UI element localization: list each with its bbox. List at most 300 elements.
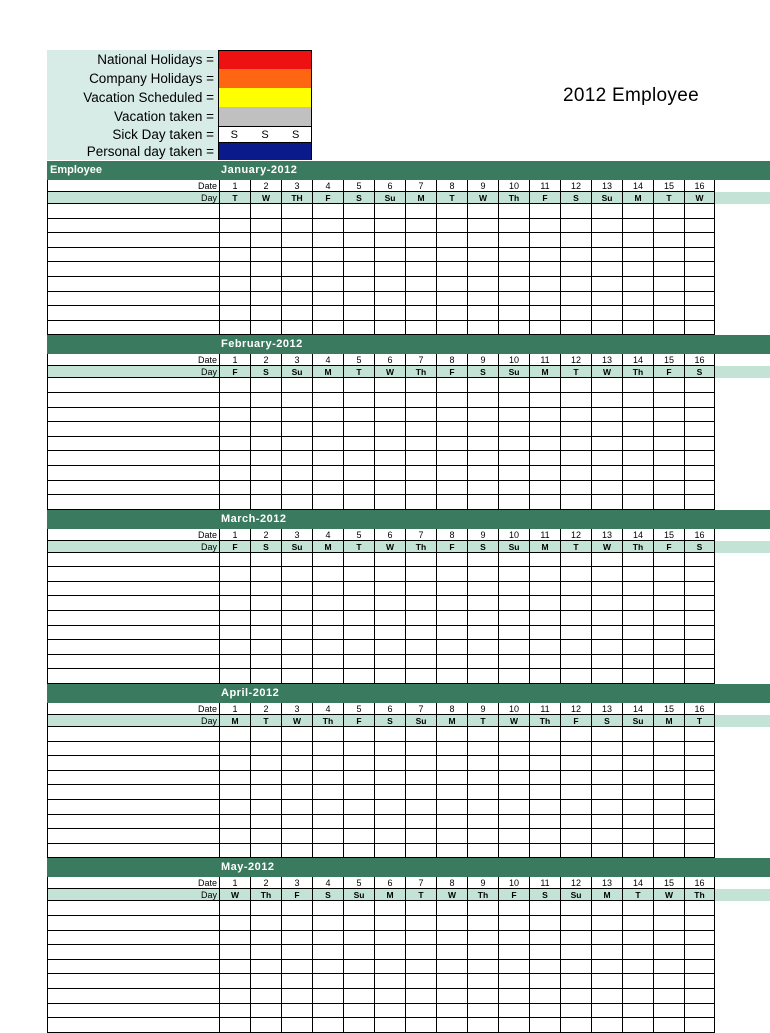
attendance-cell[interactable] bbox=[343, 960, 374, 975]
attendance-cell[interactable] bbox=[250, 756, 281, 771]
attendance-cell[interactable] bbox=[281, 1018, 312, 1033]
attendance-cell[interactable] bbox=[560, 829, 591, 844]
attendance-cell[interactable] bbox=[498, 233, 529, 248]
attendance-cell[interactable] bbox=[436, 466, 467, 481]
attendance-cell[interactable] bbox=[374, 495, 405, 510]
attendance-cell[interactable] bbox=[312, 669, 343, 684]
attendance-cell[interactable] bbox=[498, 466, 529, 481]
attendance-cell[interactable] bbox=[436, 422, 467, 437]
attendance-cell[interactable] bbox=[343, 567, 374, 582]
attendance-cell[interactable] bbox=[281, 931, 312, 946]
attendance-cell[interactable] bbox=[591, 292, 622, 307]
attendance-cell[interactable] bbox=[622, 989, 653, 1004]
attendance-cell[interactable] bbox=[622, 596, 653, 611]
attendance-cell[interactable] bbox=[529, 960, 560, 975]
attendance-cell[interactable] bbox=[591, 626, 622, 641]
attendance-cell[interactable] bbox=[653, 771, 684, 786]
attendance-cell[interactable] bbox=[653, 292, 684, 307]
attendance-cell[interactable] bbox=[343, 844, 374, 859]
attendance-cell[interactable] bbox=[560, 553, 591, 568]
attendance-cell[interactable] bbox=[281, 466, 312, 481]
attendance-cell[interactable] bbox=[591, 931, 622, 946]
attendance-cell[interactable] bbox=[467, 742, 498, 757]
attendance-cell[interactable] bbox=[436, 233, 467, 248]
attendance-cell[interactable] bbox=[312, 611, 343, 626]
attendance-cell[interactable] bbox=[622, 437, 653, 452]
attendance-cell[interactable] bbox=[405, 422, 436, 437]
attendance-cell[interactable] bbox=[622, 800, 653, 815]
attendance-cell[interactable] bbox=[343, 495, 374, 510]
attendance-cell[interactable] bbox=[281, 756, 312, 771]
attendance-cell[interactable] bbox=[560, 292, 591, 307]
attendance-cell[interactable] bbox=[622, 248, 653, 263]
attendance-cell[interactable] bbox=[529, 626, 560, 641]
attendance-cell[interactable] bbox=[653, 844, 684, 859]
attendance-cell[interactable] bbox=[281, 321, 312, 336]
attendance-cell[interactable] bbox=[498, 277, 529, 292]
attendance-cell[interactable] bbox=[498, 321, 529, 336]
attendance-cell[interactable] bbox=[436, 292, 467, 307]
attendance-cell[interactable] bbox=[312, 378, 343, 393]
attendance-cell[interactable] bbox=[343, 582, 374, 597]
attendance-cell[interactable] bbox=[467, 655, 498, 670]
attendance-cell[interactable] bbox=[281, 771, 312, 786]
attendance-cell[interactable] bbox=[622, 844, 653, 859]
attendance-cell[interactable] bbox=[312, 960, 343, 975]
attendance-cell[interactable] bbox=[653, 596, 684, 611]
employee-name-cell[interactable] bbox=[47, 262, 219, 277]
attendance-cell[interactable] bbox=[250, 655, 281, 670]
attendance-cell[interactable] bbox=[312, 481, 343, 496]
attendance-cell[interactable] bbox=[374, 829, 405, 844]
attendance-cell[interactable] bbox=[560, 815, 591, 830]
employee-name-cell[interactable] bbox=[47, 393, 219, 408]
attendance-cell[interactable] bbox=[622, 481, 653, 496]
attendance-cell[interactable] bbox=[343, 306, 374, 321]
attendance-cell[interactable] bbox=[591, 815, 622, 830]
attendance-cell[interactable] bbox=[436, 408, 467, 423]
attendance-cell[interactable] bbox=[591, 785, 622, 800]
attendance-cell[interactable] bbox=[560, 611, 591, 626]
attendance-cell[interactable] bbox=[591, 481, 622, 496]
attendance-cell[interactable] bbox=[436, 219, 467, 234]
attendance-cell[interactable] bbox=[343, 669, 374, 684]
attendance-cell[interactable] bbox=[622, 408, 653, 423]
attendance-cell[interactable] bbox=[467, 815, 498, 830]
attendance-cell[interactable] bbox=[529, 785, 560, 800]
attendance-cell[interactable] bbox=[343, 262, 374, 277]
attendance-cell[interactable] bbox=[653, 974, 684, 989]
attendance-cell[interactable] bbox=[560, 756, 591, 771]
attendance-cell[interactable] bbox=[591, 916, 622, 931]
attendance-cell[interactable] bbox=[622, 901, 653, 916]
attendance-cell[interactable] bbox=[684, 408, 715, 423]
attendance-cell[interactable] bbox=[653, 437, 684, 452]
attendance-cell[interactable] bbox=[219, 437, 250, 452]
attendance-cell[interactable] bbox=[250, 481, 281, 496]
attendance-cell[interactable] bbox=[374, 262, 405, 277]
attendance-cell[interactable] bbox=[529, 553, 560, 568]
attendance-cell[interactable] bbox=[405, 640, 436, 655]
attendance-cell[interactable] bbox=[436, 437, 467, 452]
attendance-cell[interactable] bbox=[250, 829, 281, 844]
attendance-cell[interactable] bbox=[560, 800, 591, 815]
attendance-cell[interactable] bbox=[374, 974, 405, 989]
attendance-cell[interactable] bbox=[498, 611, 529, 626]
attendance-cell[interactable] bbox=[467, 727, 498, 742]
attendance-cell[interactable] bbox=[529, 815, 560, 830]
attendance-cell[interactable] bbox=[684, 451, 715, 466]
attendance-cell[interactable] bbox=[622, 742, 653, 757]
attendance-cell[interactable] bbox=[436, 901, 467, 916]
attendance-cell[interactable] bbox=[343, 596, 374, 611]
attendance-cell[interactable] bbox=[219, 306, 250, 321]
attendance-cell[interactable] bbox=[653, 785, 684, 800]
employee-name-cell[interactable] bbox=[47, 916, 219, 931]
attendance-cell[interactable] bbox=[498, 829, 529, 844]
attendance-cell[interactable] bbox=[405, 495, 436, 510]
employee-name-cell[interactable] bbox=[47, 437, 219, 452]
attendance-cell[interactable] bbox=[560, 306, 591, 321]
attendance-cell[interactable] bbox=[498, 815, 529, 830]
attendance-cell[interactable] bbox=[467, 756, 498, 771]
attendance-cell[interactable] bbox=[529, 596, 560, 611]
attendance-cell[interactable] bbox=[560, 262, 591, 277]
attendance-cell[interactable] bbox=[374, 451, 405, 466]
attendance-cell[interactable] bbox=[467, 408, 498, 423]
attendance-cell[interactable] bbox=[405, 742, 436, 757]
employee-name-cell[interactable] bbox=[47, 829, 219, 844]
attendance-cell[interactable] bbox=[529, 829, 560, 844]
attendance-cell[interactable] bbox=[343, 277, 374, 292]
employee-name-cell[interactable] bbox=[47, 321, 219, 336]
attendance-cell[interactable] bbox=[312, 844, 343, 859]
attendance-cell[interactable] bbox=[312, 437, 343, 452]
attendance-cell[interactable] bbox=[374, 582, 405, 597]
employee-name-cell[interactable] bbox=[47, 742, 219, 757]
attendance-cell[interactable] bbox=[405, 1004, 436, 1019]
attendance-cell[interactable] bbox=[622, 495, 653, 510]
employee-name-cell[interactable] bbox=[47, 844, 219, 859]
attendance-cell[interactable] bbox=[653, 481, 684, 496]
attendance-cell[interactable] bbox=[219, 553, 250, 568]
attendance-cell[interactable] bbox=[622, 655, 653, 670]
attendance-cell[interactable] bbox=[343, 466, 374, 481]
employee-name-cell[interactable] bbox=[47, 800, 219, 815]
attendance-cell[interactable] bbox=[498, 989, 529, 1004]
attendance-cell[interactable] bbox=[529, 771, 560, 786]
attendance-cell[interactable] bbox=[622, 1004, 653, 1019]
attendance-cell[interactable] bbox=[250, 931, 281, 946]
attendance-cell[interactable] bbox=[467, 945, 498, 960]
attendance-cell[interactable] bbox=[653, 829, 684, 844]
attendance-cell[interactable] bbox=[343, 640, 374, 655]
employee-name-cell[interactable] bbox=[47, 815, 219, 830]
attendance-cell[interactable] bbox=[467, 844, 498, 859]
attendance-cell[interactable] bbox=[343, 931, 374, 946]
attendance-cell[interactable] bbox=[622, 1018, 653, 1033]
attendance-cell[interactable] bbox=[653, 408, 684, 423]
attendance-cell[interactable] bbox=[281, 306, 312, 321]
attendance-cell[interactable] bbox=[312, 204, 343, 219]
attendance-cell[interactable] bbox=[560, 669, 591, 684]
attendance-cell[interactable] bbox=[405, 844, 436, 859]
attendance-cell[interactable] bbox=[436, 974, 467, 989]
attendance-cell[interactable] bbox=[405, 655, 436, 670]
attendance-cell[interactable] bbox=[498, 292, 529, 307]
attendance-cell[interactable] bbox=[405, 393, 436, 408]
attendance-cell[interactable] bbox=[498, 931, 529, 946]
attendance-cell[interactable] bbox=[281, 727, 312, 742]
attendance-cell[interactable] bbox=[653, 640, 684, 655]
attendance-cell[interactable] bbox=[591, 393, 622, 408]
attendance-cell[interactable] bbox=[467, 829, 498, 844]
employee-name-cell[interactable] bbox=[47, 1004, 219, 1019]
attendance-cell[interactable] bbox=[250, 378, 281, 393]
attendance-cell[interactable] bbox=[343, 204, 374, 219]
attendance-cell[interactable] bbox=[560, 408, 591, 423]
attendance-cell[interactable] bbox=[529, 204, 560, 219]
attendance-cell[interactable] bbox=[684, 611, 715, 626]
attendance-cell[interactable] bbox=[467, 989, 498, 1004]
attendance-cell[interactable] bbox=[281, 800, 312, 815]
attendance-cell[interactable] bbox=[374, 321, 405, 336]
attendance-cell[interactable] bbox=[684, 989, 715, 1004]
attendance-cell[interactable] bbox=[343, 248, 374, 263]
attendance-cell[interactable] bbox=[684, 669, 715, 684]
employee-name-cell[interactable] bbox=[47, 451, 219, 466]
attendance-cell[interactable] bbox=[219, 829, 250, 844]
attendance-cell[interactable] bbox=[622, 292, 653, 307]
attendance-cell[interactable] bbox=[591, 829, 622, 844]
attendance-cell[interactable] bbox=[219, 742, 250, 757]
employee-name-cell[interactable] bbox=[47, 378, 219, 393]
attendance-cell[interactable] bbox=[684, 292, 715, 307]
attendance-cell[interactable] bbox=[467, 626, 498, 641]
attendance-cell[interactable] bbox=[312, 626, 343, 641]
employee-name-cell[interactable] bbox=[47, 771, 219, 786]
attendance-cell[interactable] bbox=[560, 219, 591, 234]
employee-name-cell[interactable] bbox=[47, 408, 219, 423]
attendance-cell[interactable] bbox=[374, 596, 405, 611]
attendance-cell[interactable] bbox=[219, 945, 250, 960]
attendance-cell[interactable] bbox=[684, 626, 715, 641]
attendance-cell[interactable] bbox=[219, 596, 250, 611]
attendance-cell[interactable] bbox=[219, 771, 250, 786]
attendance-cell[interactable] bbox=[219, 466, 250, 481]
attendance-cell[interactable] bbox=[374, 553, 405, 568]
attendance-cell[interactable] bbox=[343, 481, 374, 496]
attendance-cell[interactable] bbox=[281, 451, 312, 466]
attendance-cell[interactable] bbox=[343, 611, 374, 626]
attendance-cell[interactable] bbox=[250, 292, 281, 307]
attendance-cell[interactable] bbox=[250, 277, 281, 292]
attendance-cell[interactable] bbox=[467, 306, 498, 321]
attendance-cell[interactable] bbox=[467, 800, 498, 815]
attendance-cell[interactable] bbox=[312, 553, 343, 568]
employee-name-cell[interactable] bbox=[47, 960, 219, 975]
attendance-cell[interactable] bbox=[591, 451, 622, 466]
attendance-cell[interactable] bbox=[684, 742, 715, 757]
attendance-cell[interactable] bbox=[281, 553, 312, 568]
attendance-cell[interactable] bbox=[405, 408, 436, 423]
attendance-cell[interactable] bbox=[467, 481, 498, 496]
attendance-cell[interactable] bbox=[560, 437, 591, 452]
attendance-cell[interactable] bbox=[467, 1018, 498, 1033]
attendance-cell[interactable] bbox=[467, 321, 498, 336]
attendance-cell[interactable] bbox=[529, 901, 560, 916]
attendance-cell[interactable] bbox=[405, 945, 436, 960]
attendance-cell[interactable] bbox=[312, 495, 343, 510]
attendance-cell[interactable] bbox=[498, 669, 529, 684]
attendance-cell[interactable] bbox=[591, 422, 622, 437]
attendance-cell[interactable] bbox=[312, 306, 343, 321]
attendance-cell[interactable] bbox=[250, 771, 281, 786]
attendance-cell[interactable] bbox=[529, 277, 560, 292]
attendance-cell[interactable] bbox=[374, 901, 405, 916]
attendance-cell[interactable] bbox=[622, 262, 653, 277]
attendance-cell[interactable] bbox=[498, 626, 529, 641]
attendance-cell[interactable] bbox=[343, 829, 374, 844]
attendance-cell[interactable] bbox=[374, 669, 405, 684]
attendance-cell[interactable] bbox=[405, 321, 436, 336]
attendance-cell[interactable] bbox=[374, 655, 405, 670]
attendance-cell[interactable] bbox=[529, 742, 560, 757]
attendance-cell[interactable] bbox=[250, 916, 281, 931]
attendance-cell[interactable] bbox=[436, 248, 467, 263]
attendance-cell[interactable] bbox=[498, 248, 529, 263]
attendance-cell[interactable] bbox=[250, 233, 281, 248]
attendance-cell[interactable] bbox=[560, 495, 591, 510]
attendance-cell[interactable] bbox=[219, 756, 250, 771]
attendance-cell[interactable] bbox=[622, 567, 653, 582]
attendance-cell[interactable] bbox=[622, 945, 653, 960]
attendance-cell[interactable] bbox=[529, 974, 560, 989]
attendance-cell[interactable] bbox=[560, 655, 591, 670]
attendance-cell[interactable] bbox=[343, 785, 374, 800]
attendance-cell[interactable] bbox=[622, 219, 653, 234]
attendance-cell[interactable] bbox=[405, 481, 436, 496]
attendance-cell[interactable] bbox=[684, 655, 715, 670]
attendance-cell[interactable] bbox=[684, 771, 715, 786]
attendance-cell[interactable] bbox=[560, 742, 591, 757]
attendance-cell[interactable] bbox=[405, 233, 436, 248]
attendance-cell[interactable] bbox=[343, 219, 374, 234]
attendance-cell[interactable] bbox=[684, 248, 715, 263]
attendance-cell[interactable] bbox=[467, 437, 498, 452]
attendance-cell[interactable] bbox=[219, 727, 250, 742]
employee-name-cell[interactable] bbox=[47, 553, 219, 568]
attendance-cell[interactable] bbox=[560, 393, 591, 408]
attendance-cell[interactable] bbox=[436, 204, 467, 219]
attendance-cell[interactable] bbox=[653, 901, 684, 916]
attendance-cell[interactable] bbox=[529, 1018, 560, 1033]
attendance-cell[interactable] bbox=[467, 640, 498, 655]
attendance-cell[interactable] bbox=[467, 916, 498, 931]
attendance-cell[interactable] bbox=[250, 393, 281, 408]
attendance-cell[interactable] bbox=[405, 277, 436, 292]
attendance-cell[interactable] bbox=[653, 916, 684, 931]
attendance-cell[interactable] bbox=[405, 960, 436, 975]
attendance-cell[interactable] bbox=[250, 727, 281, 742]
attendance-cell[interactable] bbox=[529, 640, 560, 655]
attendance-cell[interactable] bbox=[653, 553, 684, 568]
attendance-cell[interactable] bbox=[374, 742, 405, 757]
employee-name-cell[interactable] bbox=[47, 611, 219, 626]
attendance-cell[interactable] bbox=[498, 393, 529, 408]
attendance-cell[interactable] bbox=[219, 233, 250, 248]
attendance-cell[interactable] bbox=[374, 248, 405, 263]
attendance-cell[interactable] bbox=[684, 756, 715, 771]
attendance-cell[interactable] bbox=[591, 248, 622, 263]
attendance-cell[interactable] bbox=[653, 321, 684, 336]
attendance-cell[interactable] bbox=[436, 829, 467, 844]
attendance-cell[interactable] bbox=[498, 481, 529, 496]
attendance-cell[interactable] bbox=[312, 262, 343, 277]
attendance-cell[interactable] bbox=[436, 989, 467, 1004]
attendance-cell[interactable] bbox=[281, 567, 312, 582]
attendance-cell[interactable] bbox=[622, 916, 653, 931]
attendance-cell[interactable] bbox=[343, 727, 374, 742]
attendance-cell[interactable] bbox=[560, 1018, 591, 1033]
attendance-cell[interactable] bbox=[250, 248, 281, 263]
attendance-cell[interactable] bbox=[281, 669, 312, 684]
attendance-cell[interactable] bbox=[219, 960, 250, 975]
attendance-cell[interactable] bbox=[622, 378, 653, 393]
attendance-cell[interactable] bbox=[653, 800, 684, 815]
attendance-cell[interactable] bbox=[312, 829, 343, 844]
attendance-cell[interactable] bbox=[374, 378, 405, 393]
attendance-cell[interactable] bbox=[622, 393, 653, 408]
employee-name-cell[interactable] bbox=[47, 901, 219, 916]
attendance-cell[interactable] bbox=[684, 945, 715, 960]
attendance-cell[interactable] bbox=[684, 974, 715, 989]
attendance-cell[interactable] bbox=[312, 901, 343, 916]
attendance-cell[interactable] bbox=[529, 727, 560, 742]
attendance-cell[interactable] bbox=[281, 815, 312, 830]
attendance-cell[interactable] bbox=[250, 640, 281, 655]
attendance-cell[interactable] bbox=[343, 393, 374, 408]
attendance-cell[interactable] bbox=[374, 785, 405, 800]
attendance-cell[interactable] bbox=[591, 306, 622, 321]
attendance-cell[interactable] bbox=[560, 974, 591, 989]
attendance-cell[interactable] bbox=[250, 785, 281, 800]
attendance-cell[interactable] bbox=[405, 567, 436, 582]
attendance-cell[interactable] bbox=[498, 553, 529, 568]
attendance-cell[interactable] bbox=[529, 800, 560, 815]
attendance-cell[interactable] bbox=[529, 306, 560, 321]
attendance-cell[interactable] bbox=[436, 306, 467, 321]
attendance-cell[interactable] bbox=[529, 233, 560, 248]
employee-name-cell[interactable] bbox=[47, 466, 219, 481]
attendance-cell[interactable] bbox=[312, 771, 343, 786]
attendance-cell[interactable] bbox=[684, 321, 715, 336]
attendance-cell[interactable] bbox=[312, 916, 343, 931]
attendance-cell[interactable] bbox=[591, 219, 622, 234]
attendance-cell[interactable] bbox=[560, 582, 591, 597]
attendance-cell[interactable] bbox=[436, 378, 467, 393]
attendance-cell[interactable] bbox=[467, 422, 498, 437]
attendance-cell[interactable] bbox=[498, 916, 529, 931]
attendance-cell[interactable] bbox=[653, 582, 684, 597]
attendance-cell[interactable] bbox=[219, 481, 250, 496]
attendance-cell[interactable] bbox=[343, 742, 374, 757]
employee-name-cell[interactable] bbox=[47, 495, 219, 510]
attendance-cell[interactable] bbox=[653, 669, 684, 684]
attendance-cell[interactable] bbox=[250, 800, 281, 815]
attendance-cell[interactable] bbox=[374, 437, 405, 452]
attendance-cell[interactable] bbox=[591, 466, 622, 481]
